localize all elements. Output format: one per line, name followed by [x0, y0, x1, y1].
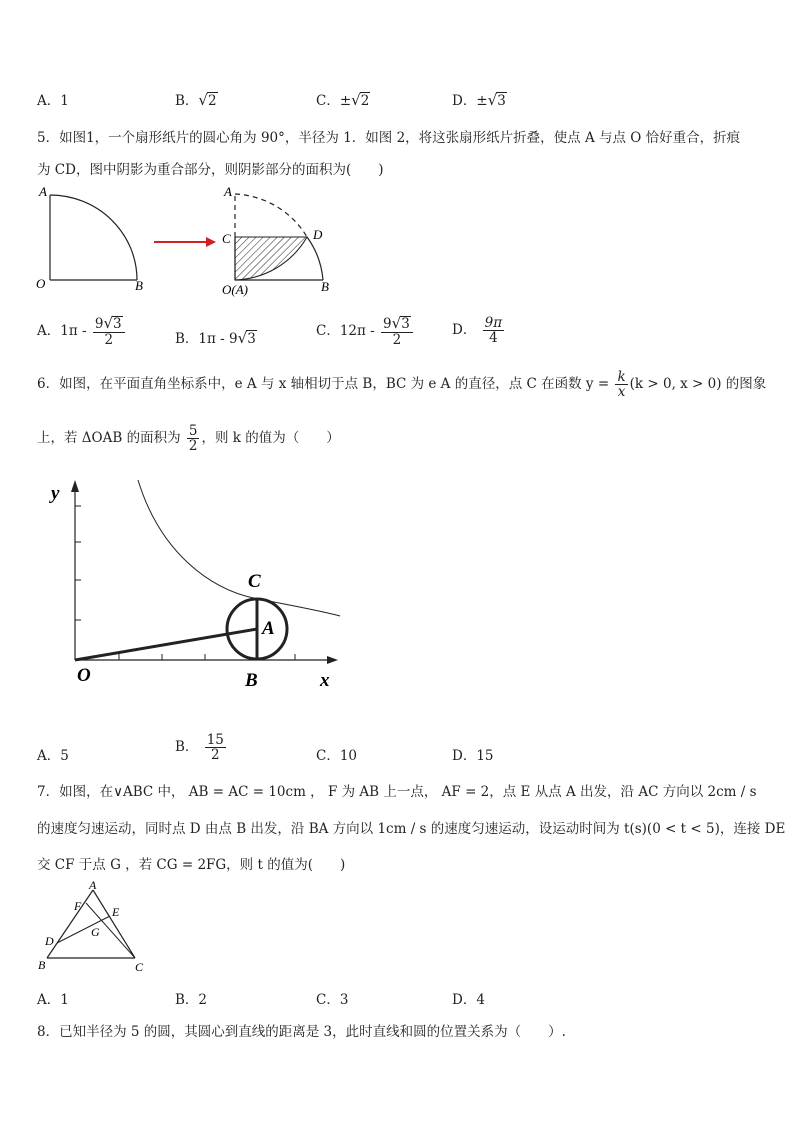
- fig1-label-a: A: [39, 184, 47, 199]
- tri-label-d: D: [45, 934, 54, 948]
- q4-option-b: B．√2: [175, 91, 217, 109]
- q5-option-c: C．12π - $\frac{9√3}{2}$: [316, 316, 415, 347]
- q6-text-line1: 6．如图，在平面直角坐标系中，e A 与 x 轴相切于点 B，BC 为 e A 的直径，点 C 在函数 y = $\frac{k}{x}$ (k > 0, x > 0) 的图象: [37, 369, 767, 401]
- q5-text-line1: 5．如图1，一个扇形纸片的圆心角为 90°，半径为 1．如图 2，将这张扇形纸片折叠，使点 A 与点 O 恰好重合，折痕: [37, 130, 741, 146]
- q5-figure-2: [222, 184, 329, 297]
- label-c: C: [248, 571, 261, 592]
- fig2-label-d: D: [313, 227, 323, 242]
- q6-figure: [35, 472, 355, 694]
- q7-text-line1: 7．如图，在∨ABC 中， AB = AC = 10cm ， F 为 AB 上一点， AF = 2，点 E 从点 A 出发，沿 AC 方向以 2cm / s: [37, 784, 757, 800]
- q5-text-line2: 为 CD，图中阴影为重合部分，则阴影部分的面积为( ): [37, 162, 384, 178]
- tri-label-f: F: [74, 899, 82, 913]
- q6-option-c: C．10: [316, 748, 358, 764]
- q5-figure-1: [36, 184, 143, 293]
- q4-option-c: C．±√2: [316, 91, 370, 109]
- q7-option-a: A．1: [37, 992, 69, 1008]
- q5-option-d: D． $\frac{9\pi}{4}$: [452, 315, 503, 347]
- q4-option-a: A．1: [37, 93, 69, 109]
- tri-label-c: C: [135, 960, 144, 974]
- axis-label-x: x: [320, 670, 330, 691]
- q7-figure: [35, 878, 155, 976]
- q8-text-line1: 8．已知半径为 5 的圆，其圆心到直线的距离是 3，此时直线和圆的位置关系为（ ）.: [37, 1024, 566, 1040]
- label-b: B: [245, 670, 258, 691]
- q5-option-a: A．1π - $\frac{9√3}{2}$: [37, 316, 127, 347]
- tri-label-b: B: [38, 958, 46, 972]
- q6-option-d: D．15: [452, 748, 494, 764]
- q6-text-line2: 上，若 ΔOAB 的面积为 $\frac{5}{2}$ ，则 k 的值为（ ）: [37, 423, 340, 455]
- red-arrow-icon: [154, 237, 216, 247]
- q7-option-b: B．2: [175, 992, 208, 1008]
- fig2-label-oa: O(A): [222, 282, 248, 297]
- tri-label-e: E: [112, 905, 120, 919]
- q5-option-b: B．1π - 9√3: [175, 329, 256, 347]
- axis-label-y: y: [51, 483, 60, 504]
- q7-text-line3: 交 CF 于点 G ，若 CG = 2FG，则 t 的值为( ): [37, 857, 346, 873]
- q4-option-d: D．±√3: [452, 91, 506, 109]
- tri-label-g: G: [91, 925, 100, 939]
- fig2-label-a: A: [224, 184, 232, 199]
- q6-option-a: A．5: [37, 748, 69, 764]
- q6-option-b: B． $\frac{15}{2}$: [175, 732, 224, 764]
- label-o: O: [77, 665, 91, 686]
- q7-text-line2: 的速度匀速运动，同时点 D 由点 B 出发，沿 BA 方向以 1cm / s 的速度匀速运动，设运动时间为 t(s)(0 < t < 5)，连接 DE: [37, 821, 786, 837]
- q5-figures: [30, 180, 350, 298]
- fig1-label-b: B: [135, 278, 143, 293]
- q7-option-d: D．4: [452, 992, 485, 1008]
- label-a: A: [262, 618, 275, 639]
- fig2-label-b: B: [321, 279, 329, 294]
- q7-option-c: C．3: [316, 992, 349, 1008]
- fig2-label-c: C: [222, 231, 231, 246]
- fig1-label-o: O: [36, 276, 46, 291]
- tri-label-a: A: [89, 878, 97, 892]
